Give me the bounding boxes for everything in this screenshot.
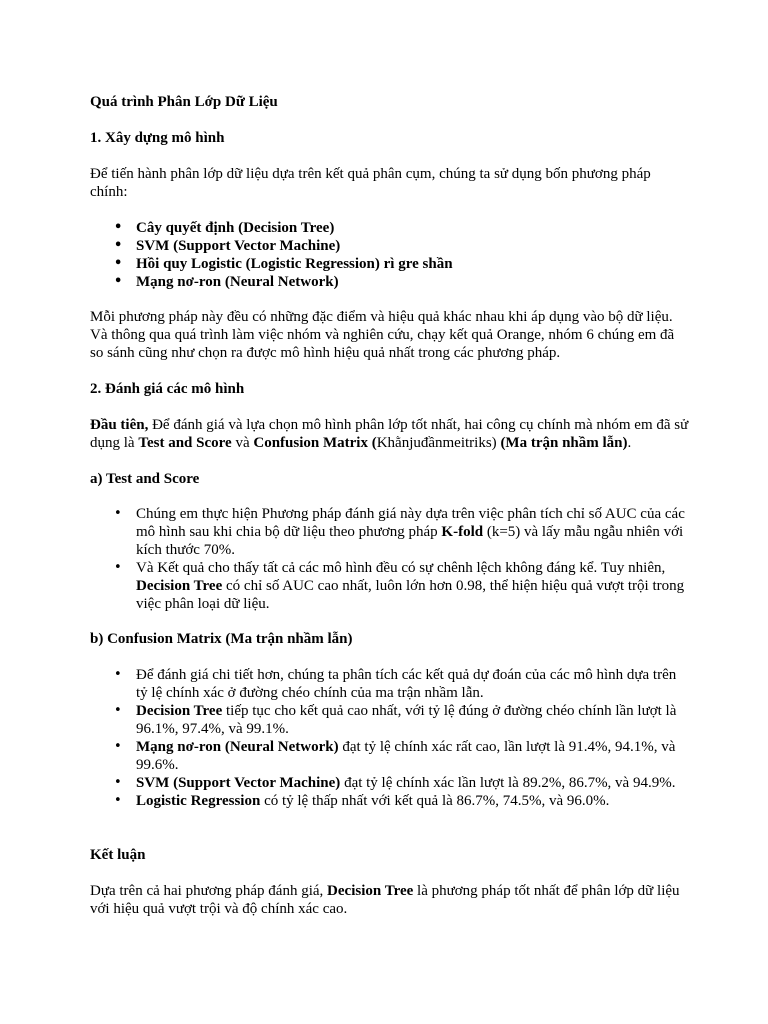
list-item (90, 774, 690, 792)
list-item (90, 738, 690, 774)
item-text: Chúng em thực hiện Phương pháp đánh giá này dựa trên việc phân tích chỉ số AUC của các mô hình sau khi chia bộ dữ liệu theo phương pháp (136, 506, 685, 540)
list-item: • Để đánh giá chi tiết hơn, chúng ta phân tích các kết quả dự đoán của các mô hình dựa trên tỷ lệ chính xác ở đường chéo chính của ma trận nhầm lẫn. (90, 666, 690, 702)
paragraph-text: Để đánh giá và lựa chọn mô hình phân lớp tốt nhất, hai công cụ chính mà nhóm em đã sử dụng là (90, 417, 689, 451)
item-text: đạt tỷ lệ chính xác rất cao, lần lượt là 91.4%, 94.1%, và 99.6%. (136, 739, 676, 773)
bold-term: K-fold (441, 524, 484, 540)
lead-text: Đầu tiên, (90, 417, 149, 433)
section-1-heading: 1. Xây dựng mô hình (90, 130, 225, 146)
list-item (90, 559, 690, 613)
section-1-intro: Để tiến hành phân lớp dữ liệu dựa trên kết quả phân cụm, chúng ta sử dụng bốn phương pháp chính: (90, 166, 651, 200)
bold-term: Mạng nơ-ron (Neural Network) (136, 739, 339, 755)
list-item: • Mạng nơ-ron (Neural Network) (90, 273, 690, 291)
bold-term: Decision Tree (136, 578, 223, 594)
paragraph-text: Khằnjuđầnmeitriks) (376, 435, 497, 451)
item-text: có chỉ số AUC cao nhất, luôn lớn hơn 0.98, thể hiện hiệu quả vượt trội trong việc phân loại dữ liệu. (136, 578, 685, 612)
bold-term: Confusion Matrix ( (253, 435, 377, 451)
document-title: Quá trình Phân Lớp Dữ Liệu (90, 94, 278, 110)
list-item (90, 505, 690, 559)
list-item (90, 792, 690, 810)
bold-term: SVM (Support Vector Machine) (136, 775, 341, 791)
list-item: • SVM (Support Vector Machine) (90, 237, 690, 255)
test-score-list (90, 505, 690, 613)
bold-term: Logistic Regression (136, 793, 261, 809)
list-item: • Cây quyết định (Decision Tree) (90, 219, 690, 237)
item-text: Và Kết quả cho thấy tất cả các mô hình đều có sự chênh lệch không đáng kể. Tuy nhiên, (136, 560, 666, 576)
bold-term: Decision Tree (327, 883, 414, 899)
conclusion-paragraph (90, 882, 690, 918)
list-item (90, 702, 690, 738)
list-item: • Hồi quy Logistic (Logistic Regression) rì gre shần (90, 255, 690, 273)
subsection-b-heading: b) Confusion Matrix (Ma trận nhầm lẫn) (90, 631, 353, 647)
item-text: đạt tỷ lệ chính xác lần lượt là 89.2%, 86.7%, và 94.9%. (340, 775, 676, 791)
paragraph-text: . (627, 435, 632, 451)
item-text: (k=5) và lấy mẫu ngẫu nhiên với kích thước 70%. (136, 524, 684, 558)
paragraph-text: là phương pháp tốt nhất để phân lớp dữ liệu với hiệu quả vượt trội và độ chính xác cao. (90, 883, 680, 917)
section-1-summary: Mỗi phương pháp này đều có những đặc điểm và hiệu quả khác nhau khi áp dụng vào bộ dữ liệu. Và thông qua quá trình làm việc nhóm và nghiên cứu, chạy kết quả Orange, nhóm 6 chúng em đã so sánh cũng như chọn ra được mô hình hiệu quả nhất trong các phương pháp. (90, 309, 675, 361)
section-2-heading: 2. Đánh giá các mô hình (90, 381, 245, 397)
conclusion-heading: Kết luận (90, 847, 146, 863)
item-text: có tỷ lệ thấp nhất với kết quả là 86.7%, 74.5%, và 96.0%. (260, 793, 610, 809)
confusion-matrix-list (90, 666, 690, 810)
paragraph-text: và (231, 435, 254, 451)
subsection-a-heading: a) Test and Score (90, 471, 200, 487)
bold-term: Decision Tree (136, 703, 223, 719)
section-2-paragraph (90, 416, 690, 452)
bold-term: (Ma trận nhầm lẫn) (500, 435, 628, 451)
methods-list (90, 219, 690, 291)
bold-term: Test and Score (138, 435, 232, 451)
item-text: tiếp tục cho kết quả cao nhất, với tỷ lệ đúng ở đường chéo chính lần lượt là 96.1%, 97.4%, và 99.1%. (136, 703, 677, 737)
paragraph-text: Dựa trên cả hai phương pháp đánh giá, (90, 883, 328, 899)
